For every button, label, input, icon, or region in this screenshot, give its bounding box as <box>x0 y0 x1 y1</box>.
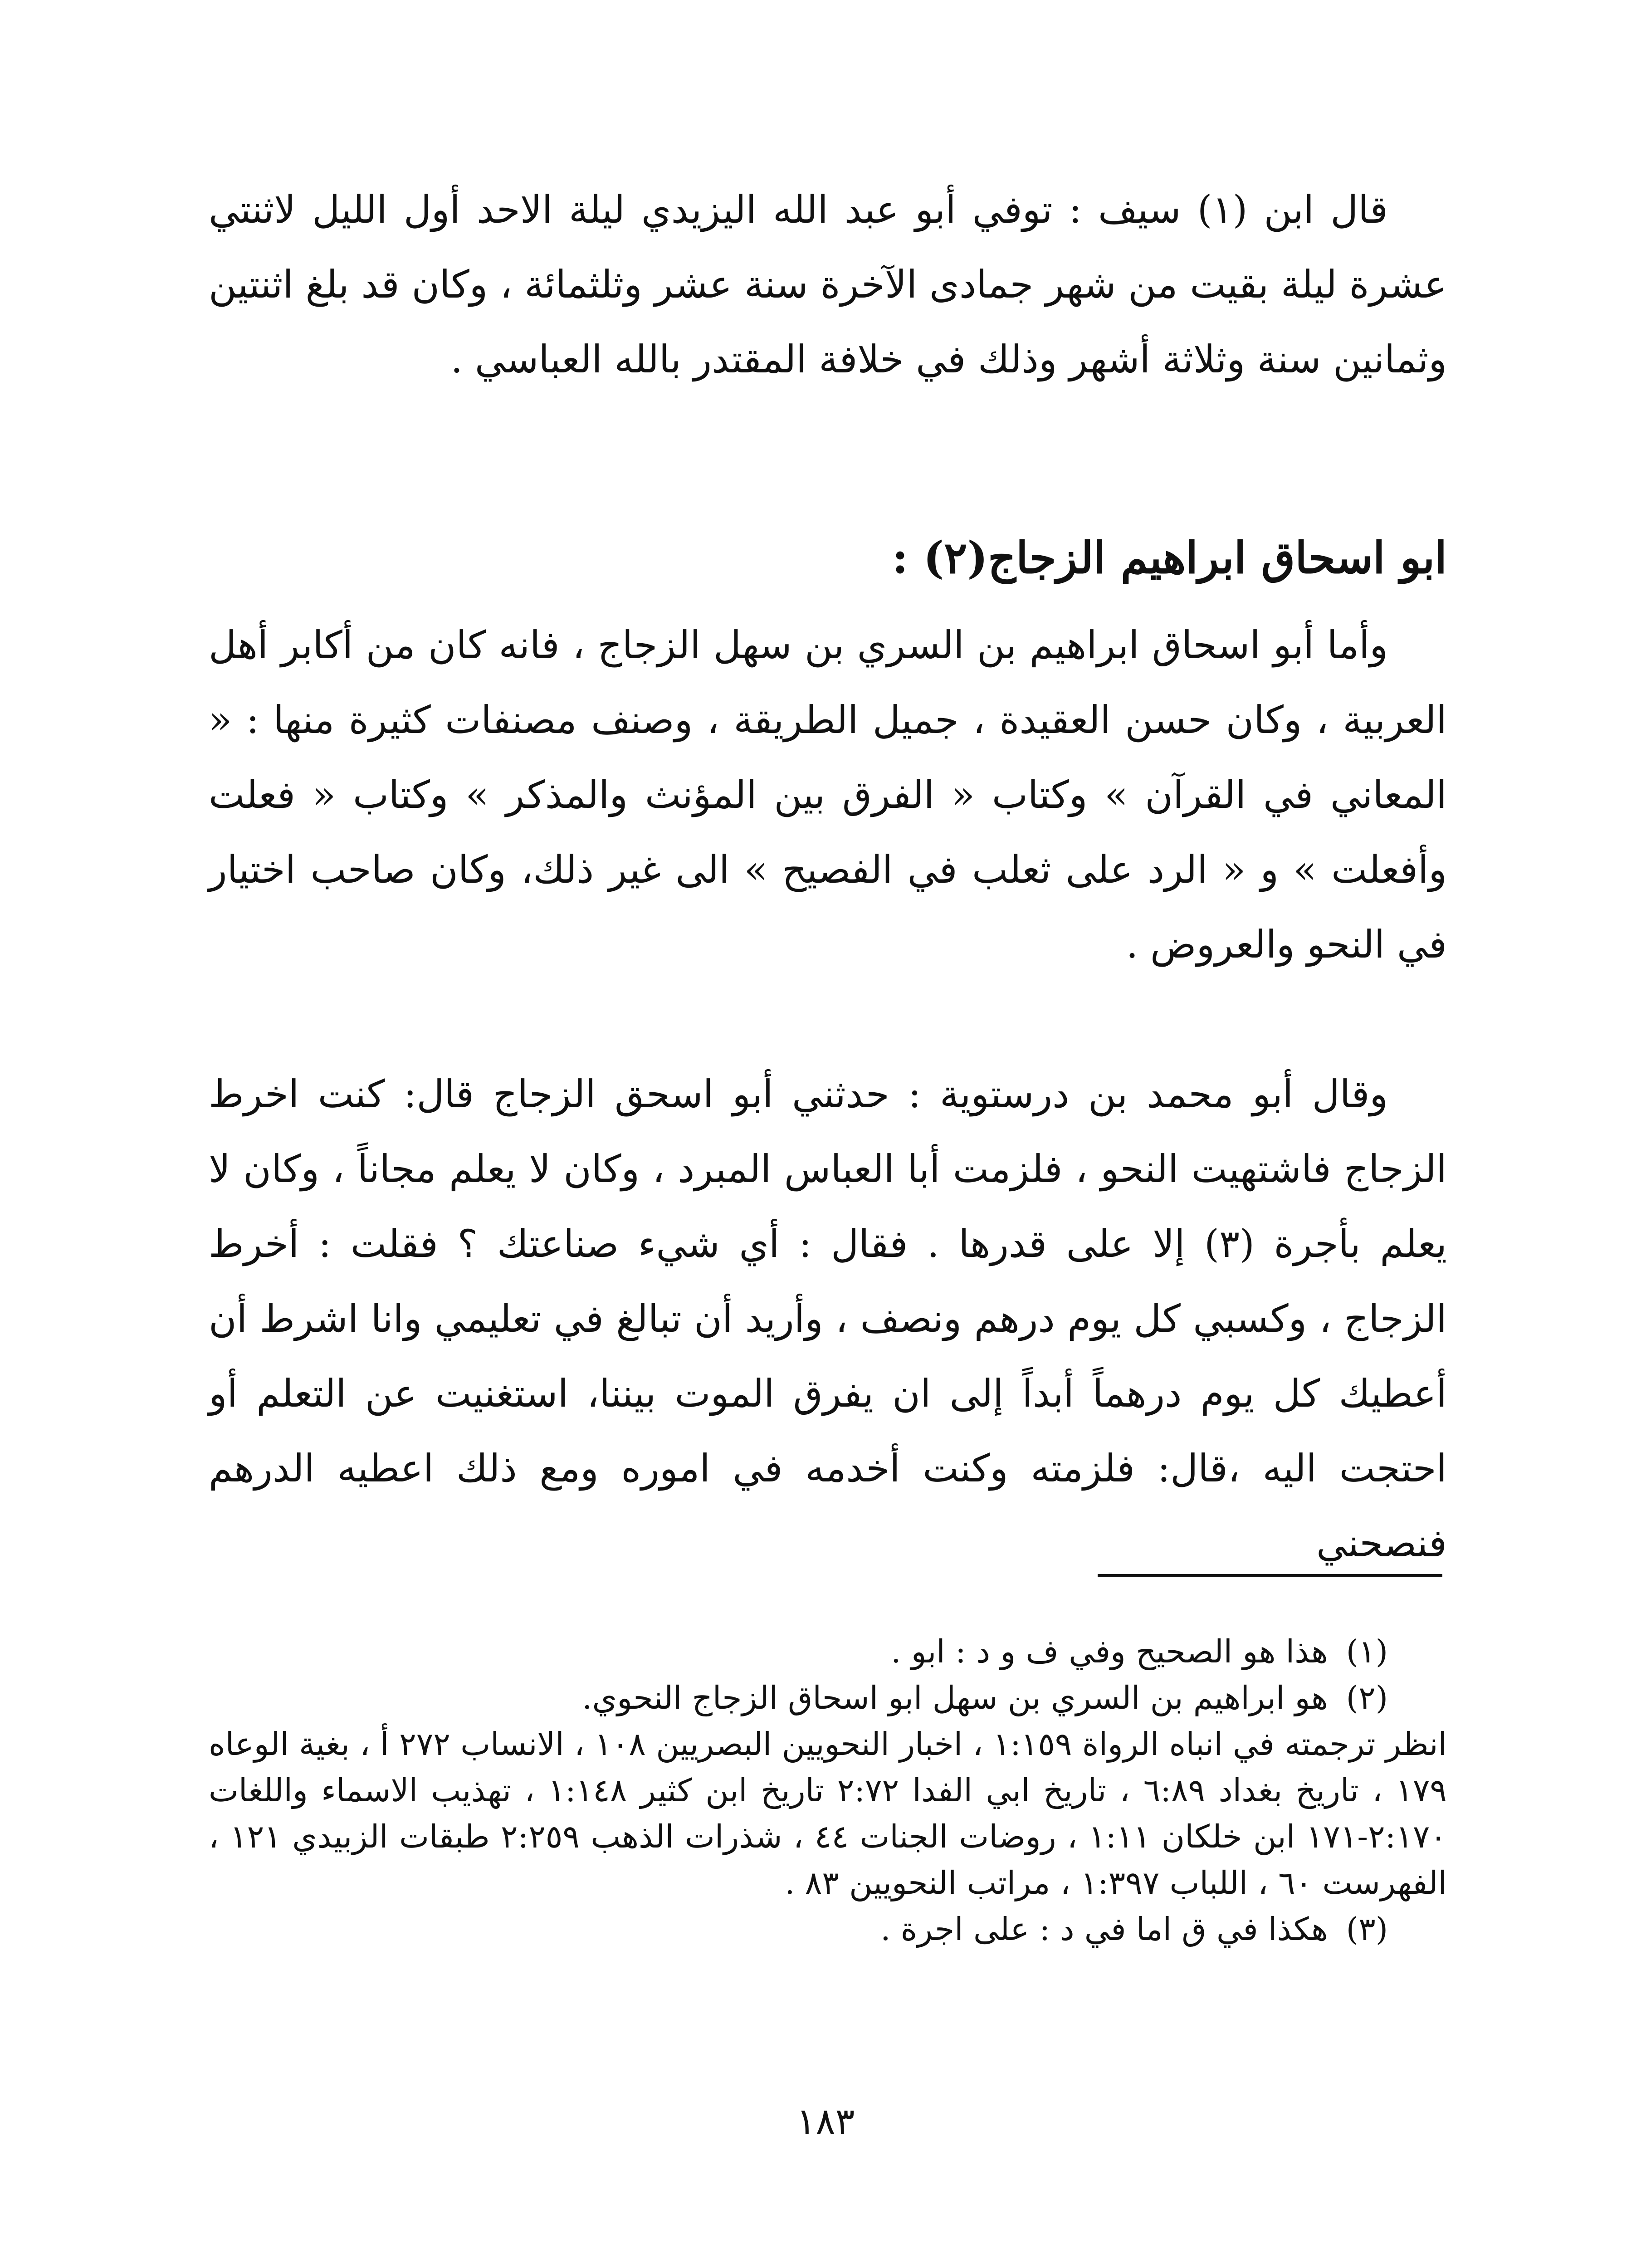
paragraph-yazidi-death: قال ابن (١) سيف : توفي أبو عبد الله اليزيدي ليلة الاحد أول الليل لاثنتي عشرة ليلة بقيت من شهر جمادى الآخرة سنة عشر وثلثمائة ، وكان قد بلغ اثنتين وثمانين سنة وثلاثة أشهر وذلك في خلافة المقتدر بالله العباسي . <box>209 187 1447 381</box>
section-heading-zajjaj: ابو اسحاق ابراهيم الزجاج(٢) : <box>892 532 1447 583</box>
footnote-text: هو ابراهيم بن السري بن سهل ابو اسحاق الزجاج النحوي. <box>582 1679 1328 1716</box>
footnote-text: انظر ترجمته في انباه الرواة ١:١٥٩ ، اخبار النحويين البصريين ١٠٨ ، الانساب ٢٧٢ أ ، بغية الوعاه ١٧٩ ، تاريخ بغداد ٦:٨٩ ، تاريخ ابي الفدا ٢:٧٢ تاريخ ابن كثير ١:١٤٨ ، تهذيب الاسماء واللغات ٢:١٧٠-١٧١ ابن خلكان ١:١١ ، روضات الجنات ٤٤ ، شذرات الذهب ٢:٢٥٩ طبقات الزبيدي ١٢١ ، الفهرست ٦٠ ، اللباب ١:٣٩٧ ، مراتب النحويين ٨٣ . <box>209 1725 1447 1901</box>
footnotes <box>209 1628 1447 1952</box>
footnote-text: هكذا في ق اما في د : على اجرة . <box>880 1911 1328 1948</box>
paragraph-zajjaj-works: وأما أبو اسحاق ابراهيم بن السري بن سهل الزجاج ، فانه كان من أكابر أهل العربية ، وكان حسن العقيدة ، جميل الطريقة ، وصنف مصنفات كثيرة منها : « المعاني في القرآن » وكتاب « الفرق بين المؤنث والمذكر » وكتاب « فعلت وأفعلت » و « الرد على ثعلب في الفصيح » الى غير ذلك، وكان صاحب اختيار في النحو والعروض . <box>209 623 1447 967</box>
page-number: ١٨٣ <box>796 2100 855 2142</box>
footnote-3 <box>209 1906 1447 1952</box>
footnote-number: (٢) <box>1346 1679 1388 1716</box>
footnote-divider <box>1098 1574 1442 1577</box>
footnote-1 <box>209 1628 1447 1675</box>
footnote-2-sources <box>209 1721 1447 1906</box>
footnote-2 <box>209 1675 1447 1721</box>
footnote-text: هذا هو الصحيح وفي ف و د : ابو . <box>891 1633 1328 1670</box>
paragraph-zajjaj-anecdote: وقال أبو محمد بن درستوية : حدثني أبو اسحق الزجاج قال: كنت اخرط الزجاج فاشتهيت النحو ، فلزمت أبا العباس المبرد ، وكان لا يعلم مجاناً ، وكان لا يعلم بأجرة (٣) إلا على قدرها . فقال : أي شيء صناعتك ؟ فقلت : أخرط الزجاج ، وكسبي كل يوم درهم ونصف ، وأريد أن تبالغ في تعليمي وانا اشرط أن أعطيك كل يوم درهماً أبداً إلى ان يفرق الموت بيننا، استغنيت عن التعلم أو احتجت اليه ،قال: فلزمته وكنت أخدمه في اموره ومع ذلك اعطيه الدرهم فنصحني <box>209 1072 1447 1565</box>
footnote-number: (٣) <box>1346 1911 1388 1948</box>
footnote-number: (١) <box>1346 1633 1388 1670</box>
